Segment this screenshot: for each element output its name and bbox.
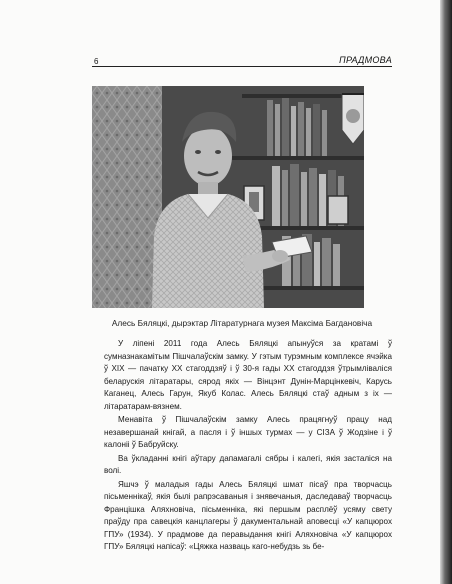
book-spine xyxy=(440,0,452,584)
section-title: ПРАДМОВА xyxy=(339,55,392,65)
paragraph: Менавіта ў Пішчалаўскім замку Алесь працягнуў працу над незавершанай кнігай, а пасля і ў іншых турмах — у СІЗА ў Жодзіне і ў калоніі ў Бабруйску. xyxy=(104,415,392,449)
paragraph: У ліпені 2011 года Алесь Бяляцкі апынуўся за кратамі ў сумназнакамітым Пішчалаўскім замку. У гэтым турэмным комплексе ячэйка ў XIX — пачатку XX стагоддзяў і ў 30-я гады XX стагоддзя ўтрымліваліся беларускія літаратары, сярод якіх — Вінцэнт Дунін-Марцінкевіч, Карусь Каганец, Алесь Гарун, Якуб Колас. Алесь Бяляцкі стаў адным з іх — літаратарам-вязнем. xyxy=(104,339,392,411)
photo-caption: Алесь Бяляцкі, дырэктар Літаратурнага музея Максіма Багдановіча xyxy=(111,318,373,328)
author-photo xyxy=(92,86,364,308)
body-text xyxy=(104,338,392,555)
page-number: 6 xyxy=(94,57,99,66)
portrait-photo xyxy=(92,86,364,308)
header-rule xyxy=(92,66,392,67)
paragraph: Яшчэ ў маладыя гады Алесь Бяляцкі шмат пісаў пра творчасць пісьменнікаў, якія былі рапрэсаваныя і знявечаныя, даследаваў творчасць Францішка Аляхновіча, пісьменніка, які першым расплёў усяму свету праўду пра савецкія канцлагеры ў дакументальнай аповесці «У капцюрох ГПУ» (1934). У прадмове да перавыдання кнігі Аляхновіча «У капцюрох ГПУ» Бяляцкі напісаў: «Цяжка назваць каго-небудзь зь бе- xyxy=(104,479,392,551)
paragraph: Ва ўкладанні кнігі аўтару дапамагалі сябры і калегі, якія засталіся на волі. xyxy=(104,453,392,475)
